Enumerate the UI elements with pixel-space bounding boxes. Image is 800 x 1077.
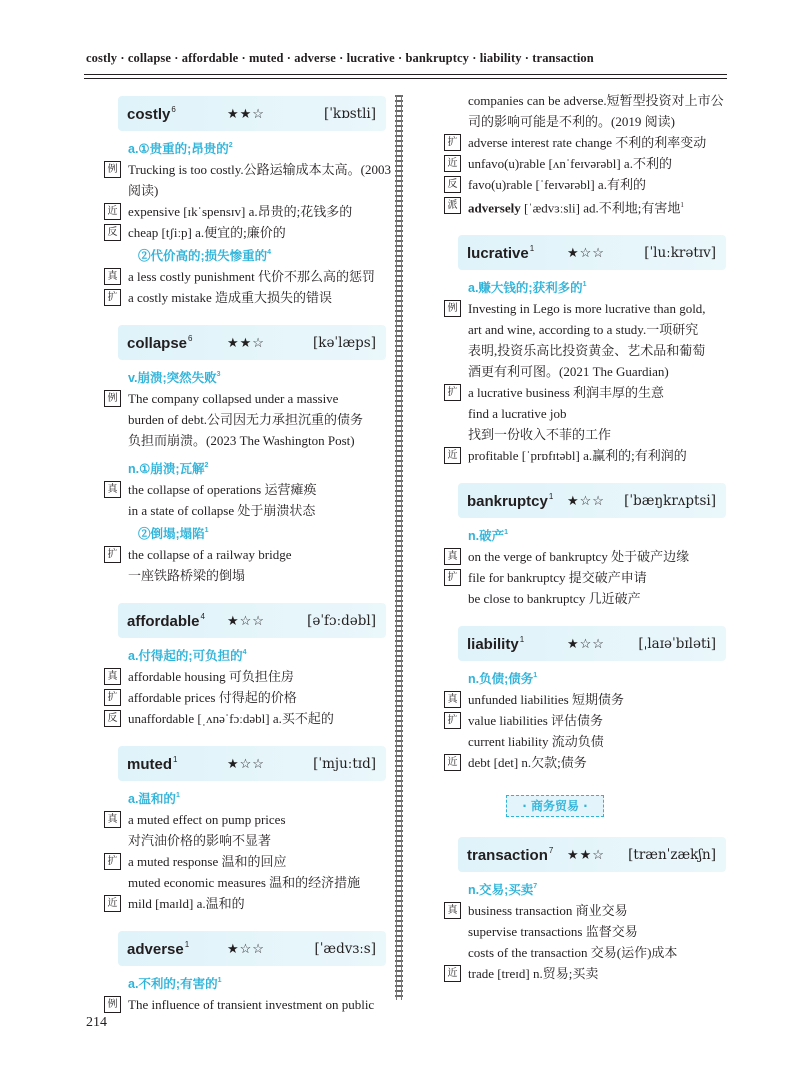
headword: bankruptcy$^1$ [467, 491, 554, 510]
antonym-row: 反 favo(u)rable [ˈfeɪvərəbl] a.有利的 [444, 174, 734, 195]
phonetic: [ˈkɒstli] [323, 105, 376, 122]
example-row-cont: 负担而崩溃。(2023 The Washington Post) [128, 433, 355, 448]
extend-row-cont: be close to bankruptcy 几近破产 [468, 591, 641, 607]
extend-row: 扩 a muted response 温和的回应 [104, 851, 394, 872]
real-row: 真 business transaction 商业交易 [444, 900, 734, 921]
headword: affordable$^4$ [127, 611, 205, 630]
entry-card-affordable [118, 603, 386, 638]
headword: muted$^1$ [127, 754, 178, 773]
real-tag: 真 [444, 548, 461, 565]
star-rating: ★★☆ [567, 846, 605, 862]
page-number: 214 [86, 1015, 107, 1030]
entry-card-muted [118, 746, 386, 781]
real-tag: 真 [104, 481, 121, 498]
star-rating: ★★☆ [227, 334, 265, 350]
synonym-row: 近 unfavo(u)rable [ʌnˈfeɪvərəbl] a.不利的 [444, 153, 734, 174]
antonym-row: 反 unaffordable [ˌʌnəˈfɔːdəbl] a.买不起的 [104, 708, 394, 729]
synonym-tag: 近 [444, 754, 461, 771]
extend-tag: 扩 [444, 712, 461, 729]
extend-tag: 扩 [104, 546, 121, 563]
synonym-row: 近 expensive [ɪkˈspensɪv] a.昂贵的;花钱多的 [104, 201, 394, 222]
example-row: 例 Trucking is too costly.公路运输成本太高。(2003 阅读) [104, 159, 394, 201]
right-column [444, 90, 734, 984]
example-tag: 例 [444, 300, 461, 317]
synonym-tag: 近 [444, 447, 461, 464]
headword: costly$^6$ [127, 104, 176, 123]
star-rating: ★☆☆ [567, 244, 605, 260]
real-row: 真 affordable housing 可负担住房 [104, 666, 394, 687]
antonym-row: 反 cheap [tʃiːp] a.便宜的;廉价的 [104, 222, 394, 243]
extend-row: 扩 file for bankruptcy 提交破产申请 [444, 567, 734, 588]
example-row: 例 The company collapsed under a massive [104, 388, 394, 409]
synonym-row: 近 mild [maɪld] a.温和的 [104, 893, 394, 914]
synonym-tag: 近 [104, 203, 121, 220]
definition: n.交易;买卖$^7$ [468, 883, 538, 898]
section-label: · 商务贸易 · [506, 795, 604, 817]
phonetic: [ˈædvɜːs] [314, 940, 376, 957]
extend-row: 扩 adverse interest rate change 不利的利率变动 [444, 132, 734, 153]
synonym-row: 近 debt [det] n.欠款;债务 [444, 752, 734, 773]
synonym-tag: 近 [104, 895, 121, 912]
entry-card-collapse [118, 325, 386, 360]
synonym-row: 近 trade [treɪd] n.贸易;买卖 [444, 963, 734, 984]
real-row: 真 on the verge of bankruptcy 处于破产边缘 [444, 546, 734, 567]
headword: lucrative$^1$ [467, 243, 535, 262]
left-column [104, 96, 394, 1015]
definition: a.付得起的;可负担的$^4$ [128, 649, 247, 663]
antonym-tag: 反 [444, 176, 461, 193]
extend-row-cont: current liability 流动负债 [468, 734, 604, 750]
real-tag: 真 [104, 811, 121, 828]
phonetic: [kəˈlæps] [313, 334, 376, 351]
definition: v.崩溃;突然失败$^3$ [128, 371, 221, 385]
extend-tag: 扩 [444, 569, 461, 586]
derive-tag: 派 [444, 197, 461, 214]
real-row-cont: costs of the transaction 交易(运作)成本 [468, 945, 678, 961]
header-rule-thin [84, 78, 727, 79]
definition: a.①贵重的;昂贵的$^2$ [128, 142, 233, 156]
star-rating: ★☆☆ [227, 612, 265, 628]
real-row-cont: 对汽油价格的影响不显著 [128, 833, 272, 848]
example-row: 例 Investing in Lego is more lucrative than gold, [444, 298, 734, 319]
example-row-cont: 表明,投资乐高比投资黄金、艺术品和葡萄 [468, 343, 706, 359]
extend-row-cont: muted economic measures 温和的经济措施 [128, 875, 361, 890]
entry-card-transaction [458, 837, 726, 872]
real-row: 真 unfunded liabilities 短期债务 [444, 689, 734, 710]
example-row-cont: art and wine, according to a study.一项研究 [468, 322, 699, 338]
star-rating: ★☆☆ [567, 492, 605, 508]
example-row-cont: 酒更有利可图。(2021 The Guardian) [468, 364, 669, 380]
example-row-cont: companies can be adverse.短暂型投资对上市公 [468, 93, 724, 108]
example-tag: 例 [104, 390, 121, 407]
phonetic: [ˈmjuːtɪd] [313, 755, 376, 772]
definition: a.温和的$^1$ [128, 792, 180, 806]
star-rating: ★★☆ [227, 105, 265, 121]
extend-tag: 扩 [104, 289, 121, 306]
definition: a.赚大钱的;获利多的$^1$ [468, 281, 587, 296]
extend-row: 扩 affordable prices 付得起的价格 [104, 687, 394, 708]
extend-row-cont: 一座铁路桥梁的倒塌 [128, 568, 246, 583]
real-tag: 真 [104, 268, 121, 285]
definition: n.负债;债务$^1$ [468, 672, 538, 687]
entry-card-costly [118, 96, 386, 131]
star-rating: ★☆☆ [227, 940, 265, 956]
headword: adverse$^1$ [127, 939, 190, 958]
phonetic: [ˈluːkrətɪv] [644, 244, 716, 261]
definition: n.①崩溃;瓦解$^2$ [128, 462, 209, 476]
phonetic: [ˈbæŋkrʌptsi] [624, 492, 716, 509]
extend-row-cont: find a lucrative job [468, 406, 567, 422]
extend-row: 扩 a costly mistake 造成重大损失的错误 [104, 287, 394, 308]
extend-row: 扩 a lucrative business 利润丰厚的生意 [444, 382, 734, 403]
phonetic: [ˌlaɪəˈbɪləti] [638, 635, 716, 652]
extend-row: 扩 the collapse of a railway bridge [104, 544, 394, 565]
extend-tag: 扩 [444, 384, 461, 401]
star-rating: ★☆☆ [227, 755, 265, 771]
definition: n.破产$^1$ [468, 529, 509, 544]
phonetic: [trænˈzækʃn] [628, 846, 716, 863]
definition: ②代价高的;损失惨重的$^4$ [138, 249, 272, 263]
definition: a.不利的;有害的$^1$ [128, 977, 222, 991]
phonetic: [əˈfɔːdəbl] [307, 612, 376, 629]
synonym-row: 近 profitable [ˈprɒfɪtəbl] a.赢利的;有利润的 [444, 445, 734, 466]
running-header: costly · collapse · affordable · muted · adverse · lucrative · bankruptcy · liability · transaction [86, 51, 594, 65]
entry-card-liability [458, 626, 726, 661]
definition: ②倒塌;塌陷$^1$ [138, 527, 209, 541]
example-row-cont: burden of debt.公司因无力承担沉重的债务 [128, 412, 364, 427]
star-rating: ★☆☆ [567, 635, 605, 651]
headword: liability$^1$ [467, 634, 525, 653]
real-tag: 真 [444, 902, 461, 919]
example-tag: 例 [104, 161, 121, 178]
real-row-cont: supervise transactions 监督交易 [468, 924, 638, 940]
real-row: 真 the collapse of operations 运营瘫痪 [104, 479, 394, 500]
example-tag: 例 [104, 996, 121, 1013]
column-divider [395, 95, 403, 1000]
real-row: 真 a muted effect on pump prices [104, 809, 394, 830]
synonym-tag: 近 [444, 965, 461, 982]
entry-card-adverse [118, 931, 386, 966]
real-row-cont: in a state of collapse 处于崩溃状态 [128, 503, 316, 518]
extend-tag: 扩 [444, 134, 461, 151]
derive-row: 派 adversely [ˈædvɜːsli] ad.不利地;有害地$^1$ [444, 195, 734, 218]
real-row: 真 a less costly punishment 代价不那么高的惩罚 [104, 266, 394, 287]
entry-card-bankruptcy [458, 483, 726, 518]
synonym-tag: 近 [444, 155, 461, 172]
antonym-tag: 反 [104, 710, 121, 727]
example-row: 例 The influence of transient investment on public [104, 994, 394, 1015]
extend-tag: 扩 [104, 689, 121, 706]
headword: transaction$^7$ [467, 845, 554, 864]
real-tag: 真 [104, 668, 121, 685]
extend-row: 扩 value liabilities 评估债务 [444, 710, 734, 731]
example-row-cont: 司的影响可能是不利的。(2019 阅读) [468, 114, 675, 129]
header-rule [84, 74, 727, 75]
extend-tag: 扩 [104, 853, 121, 870]
antonym-tag: 反 [104, 224, 121, 241]
extend-row-cont: 找到一份收入不菲的工作 [468, 427, 612, 443]
entry-card-lucrative [458, 235, 726, 270]
real-tag: 真 [444, 691, 461, 708]
headword: collapse$^6$ [127, 333, 193, 352]
